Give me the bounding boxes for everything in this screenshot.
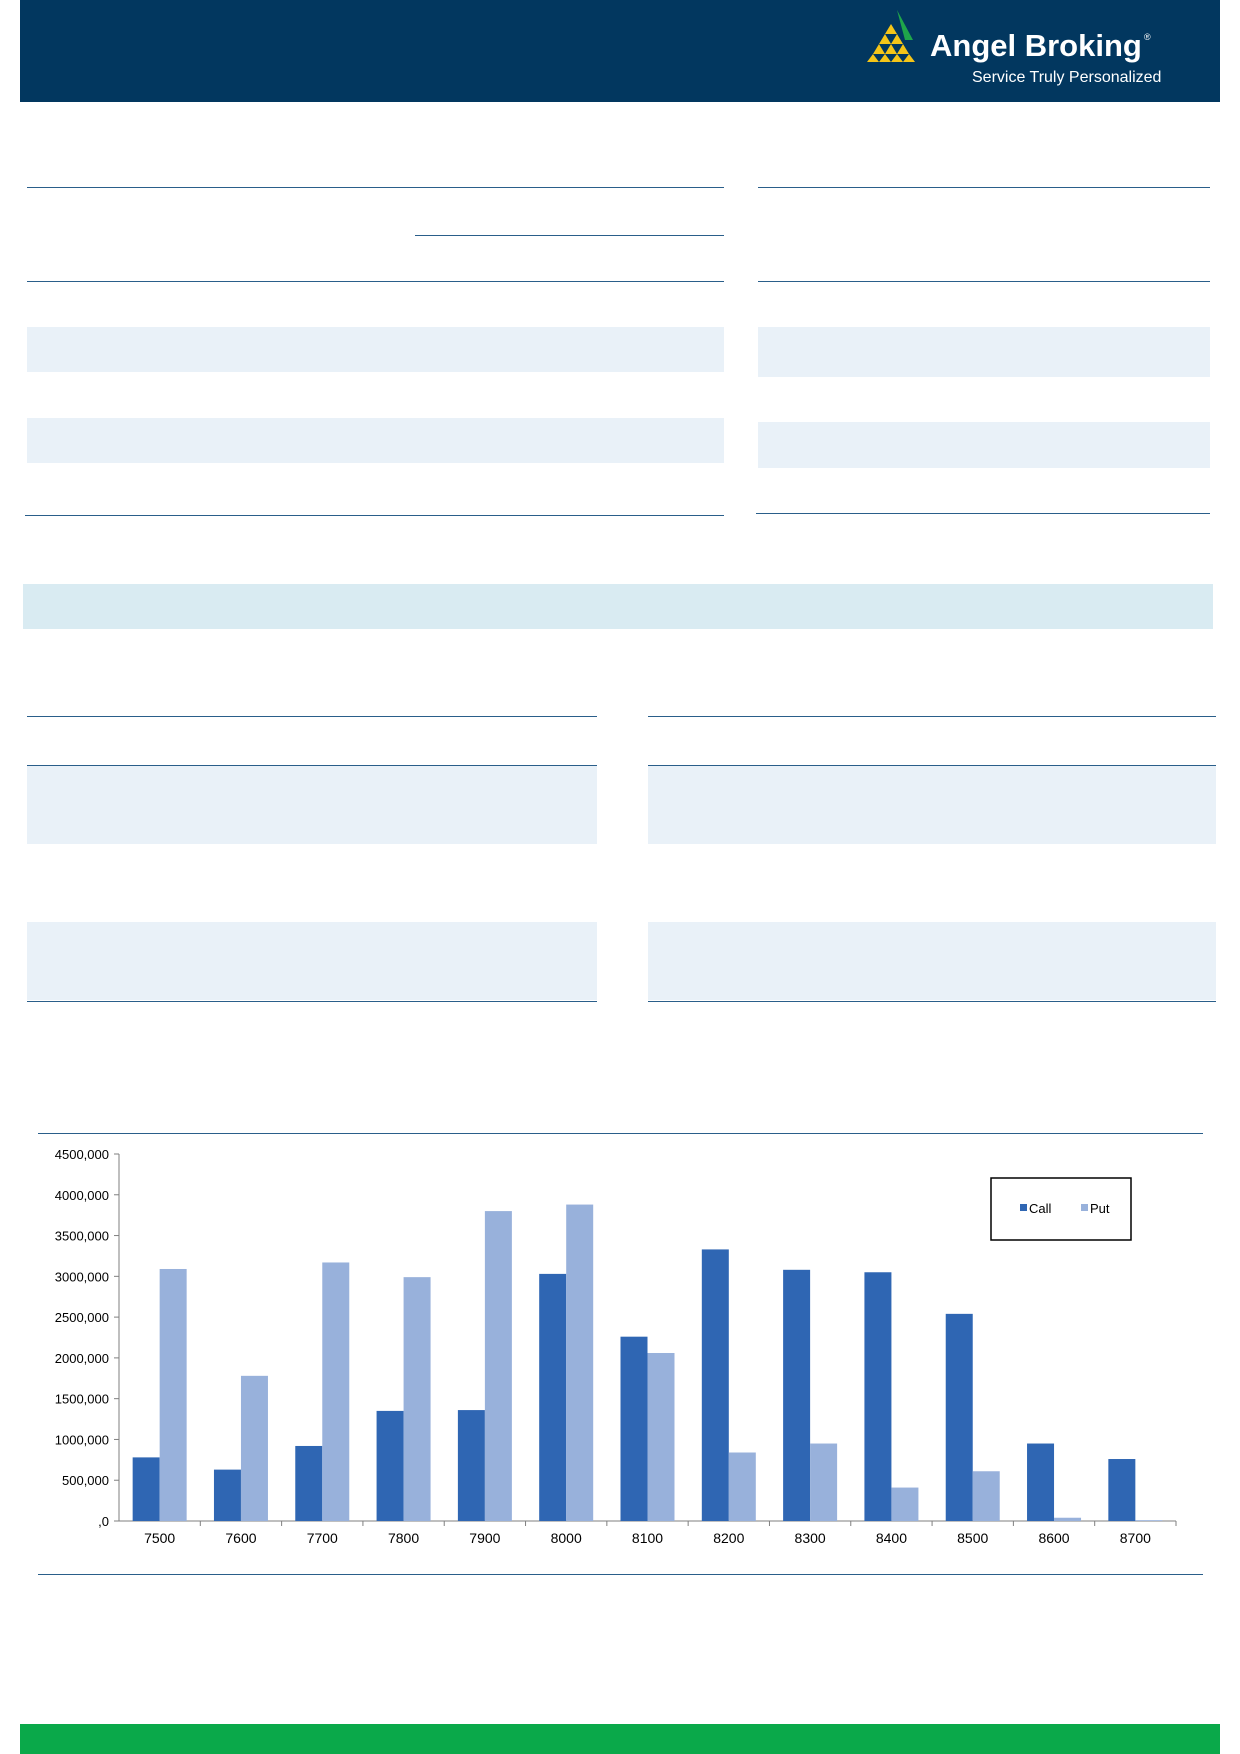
y-tick-label: ,0 [98, 1514, 109, 1529]
bar-call-8700 [1108, 1459, 1135, 1521]
chart-legend [991, 1178, 1131, 1240]
bar-put-7900 [485, 1211, 512, 1521]
x-tick-label: 7600 [225, 1530, 257, 1546]
bar-put-8600 [1054, 1518, 1081, 1521]
legend-label-put: Put [1090, 1201, 1110, 1216]
bar-call-8600 [1027, 1444, 1054, 1521]
x-tick-label: 8300 [794, 1530, 826, 1546]
bar-put-8200 [729, 1452, 756, 1521]
bar-call-8500 [946, 1314, 973, 1521]
brand-name: Angel Broking [930, 28, 1142, 63]
x-tick-label: 8700 [1119, 1530, 1151, 1546]
bar-put-8700 [1135, 1520, 1162, 1521]
bar-call-8300 [783, 1270, 810, 1521]
registered-mark: ® [1144, 32, 1151, 42]
y-tick-label: 1000,000 [54, 1432, 109, 1448]
bar-put-7600 [241, 1376, 268, 1521]
bar-put-8500 [973, 1471, 1000, 1521]
y-tick-label: 3500,000 [54, 1228, 109, 1244]
y-tick-label: 4500,000 [54, 1147, 109, 1162]
bar-put-8000 [566, 1205, 593, 1521]
x-tick-label: 8500 [957, 1530, 989, 1546]
bar-put-7700 [322, 1262, 349, 1521]
x-tick-label: 7800 [387, 1530, 420, 1546]
bar-put-8100 [648, 1353, 675, 1521]
x-tick-label: 8400 [875, 1530, 908, 1546]
bar-call-8100 [621, 1337, 648, 1521]
x-tick-label: 7500 [144, 1530, 176, 1546]
y-tick-label: 1500,000 [54, 1391, 109, 1407]
x-tick-label: 8000 [550, 1530, 582, 1546]
footer-bar [20, 1724, 1220, 1754]
y-tick-label: 500,000 [62, 1473, 109, 1489]
x-tick-label: 7900 [469, 1530, 501, 1546]
y-tick-label: 2000,000 [54, 1350, 109, 1366]
x-tick-label: 8600 [1038, 1530, 1070, 1546]
x-tick-label: 7700 [306, 1530, 338, 1546]
y-tick-label: 2500,000 [54, 1310, 109, 1326]
bar-call-7700 [295, 1446, 322, 1521]
y-tick-label: 3000,000 [54, 1269, 109, 1285]
bar-put-8300 [810, 1444, 837, 1521]
bar-call-7600 [214, 1470, 241, 1521]
bar-call-7900 [458, 1410, 485, 1521]
legend-label-call: Call [1029, 1201, 1052, 1216]
bar-call-8400 [864, 1272, 891, 1521]
bar-call-8200 [702, 1249, 729, 1521]
legend-swatch-put [1081, 1204, 1088, 1211]
legend-swatch-call [1020, 1204, 1027, 1211]
bar-call-8000 [539, 1274, 566, 1521]
bar-put-7800 [404, 1277, 431, 1521]
bar-put-7500 [160, 1269, 187, 1521]
bar-call-7500 [133, 1457, 160, 1521]
bar-put-8400 [891, 1488, 918, 1521]
brand-tagline: Service Truly Personalized [972, 69, 1162, 86]
y-tick-label: 4000,000 [54, 1187, 109, 1203]
x-tick-label: 8100 [631, 1530, 664, 1546]
bar-call-7800 [377, 1411, 404, 1521]
x-tick-label: 8200 [713, 1530, 745, 1546]
